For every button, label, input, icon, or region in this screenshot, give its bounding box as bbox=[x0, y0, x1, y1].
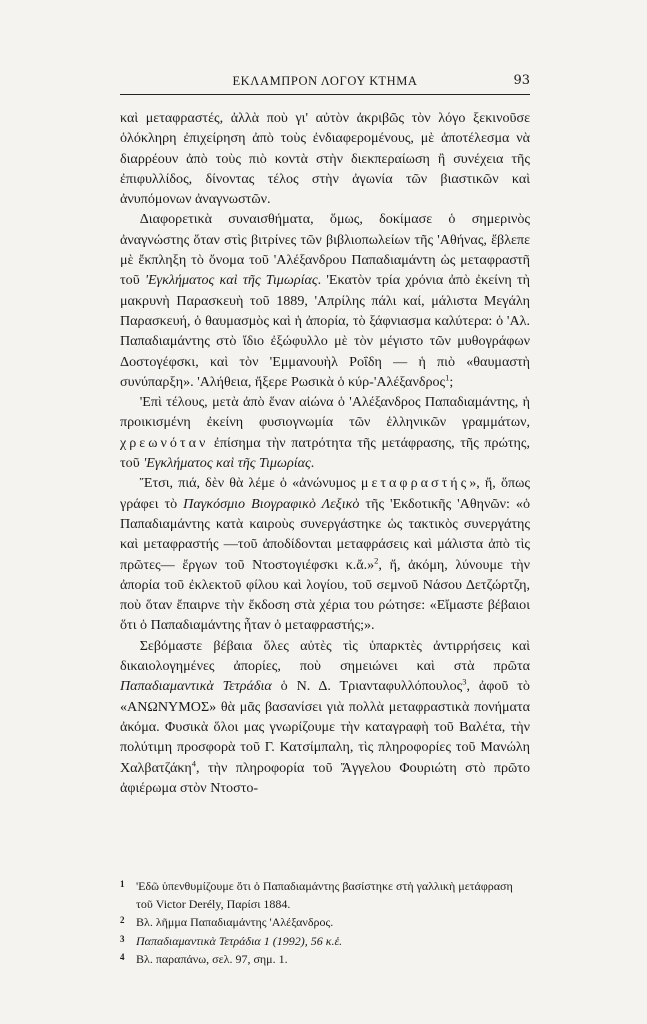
footnotes bbox=[120, 877, 530, 968]
text-run: Διαφορετικὰ συναισθήματα, ὅμως, δοκίμασε ὁ σημερινὸς ἀναγνώστης ὅταν στὶς βιτρίνες τῶν βιβλιοπωλείων τῆς 'Αθήνας, ἔβλεπε μὲ ἔκπληξη τὸ ὄνομα τοῦ 'Αλέξανδρου Παπαδιαμάντη ὡς μεταφραστῆ τοῦ bbox=[120, 211, 530, 289]
body-text bbox=[120, 108, 530, 798]
text-run: , τὴν πληροφορία τοῦ Ἄγγελου Φουριώτη στὸ πρῶτο ἀφιέρωμα στὸν Ντοστο- bbox=[120, 759, 530, 796]
text-run: τῆς 'Εκδοτικῆς 'Αθηνῶν: «ὁ Παπαδιαμάντης κατὰ καιροὺς συνεργάστηκε ὡς τακτικὸς συνεργάτης καὶ μεταφραστής —τοῦ ἀποδίδονται μεταφράσεις καὶ μάλιστα ἀπὸ τὶς πρῶτες— ἔργων τοῦ Ντοστογιέφσκι κ.ἄ.» bbox=[120, 495, 530, 573]
footnote-number: 4 bbox=[120, 951, 125, 962]
footnote-number: 1 bbox=[120, 879, 125, 889]
text-run: , ἀφοῦ τὸ «ΑΝΩΝΥΜΟΣ» θὰ μᾶς βασανίσει γιὰ πολλὰ μεταφραστικὰ πονήματα ἀκόμα. Φυσικὰ ὅλοι μας γνωρίζουμε τὴν καταγραφὴ τοῦ Βαλέτα, τὴν πολύτιμη προσφορὰ τοῦ Γ. Κατσίμπαλη, τὶς πληροφορίες τοῦ Μανώλη Χαλβατζάκη bbox=[120, 678, 530, 776]
footnote-ref: 3 bbox=[462, 676, 467, 687]
italic-title: Παγκόσμιο Βιογραφικὸ Λεξικὸ bbox=[183, 495, 360, 512]
footnote-text: Παπαδιαμαντικὰ Τετράδια 1 (1992), 56 κ.ἑ. bbox=[136, 933, 343, 948]
text-run: 'Επὶ τέλους, μετὰ ἀπὸ ἕναν αἰώνα ὁ 'Αλέξανδρος Παπαδιαμάντης, ἡ προικισμένη ἐκείνη φυσιογνωμία τῶν ἑλληνικῶν γραμμάτων, bbox=[120, 394, 530, 431]
footnote-ref: 2 bbox=[374, 554, 379, 565]
text-run: μεταφραστής bbox=[360, 475, 470, 492]
footnote-text: Βλ. παραπάνω, σελ. 97, σημ. 1. bbox=[136, 951, 288, 966]
italic-title: 'Εγκλήματος καὶ τῆς Τιμωρίας bbox=[143, 455, 311, 472]
footnote bbox=[120, 913, 530, 931]
paragraph bbox=[120, 209, 530, 392]
text-run: καὶ μεταφραστές, ἀλλὰ ποὺ γι' αὐτὸν ἀκριβῶς τὸν λόγο ξεκινοῦσε ὁλόκληρη ἐπιχείρηση ἀπὸ τοὺς ἐνδιαφερομένους, μὲ ἀποτέλεσμα νὰ διαρρέουν ἀπὸ τοὺς πιὸ κοντὰ στὴν διεκπεραίωση ἢ συνέχεια τῆς ἐπιφυλλίδος, δίνοντας τέλος στὴν ἀγωνία τῶν βιαστικῶν καὶ ἀνυπόμονων ἀναγνωστῶν. bbox=[120, 110, 530, 208]
footnote-ref: 4 bbox=[191, 757, 197, 768]
footnote bbox=[120, 877, 530, 913]
italic-title: 'Εγκλήματος καὶ τῆς Τιμωρίας bbox=[144, 272, 318, 289]
paragraph bbox=[120, 636, 530, 798]
footnote-text: 'Εδῶ ὑπενθυμίζουμε ὅτι ὁ Παπαδιαμάντης βασίστηκε στὴ γαλλικὴ μετάφραση τοῦ Victor Derély, Παρίσι 1884. bbox=[136, 879, 513, 912]
footnote bbox=[120, 950, 530, 968]
paragraph bbox=[120, 392, 530, 473]
footnote-number: 2 bbox=[120, 915, 125, 926]
paragraph bbox=[120, 473, 530, 635]
footnote-number: 3 bbox=[120, 933, 125, 944]
text-run: , ἤ, ἀκόμη, λύνουμε τὴν ἀπορία τοῦ ἐκλεκτοῦ φίλου καὶ λογίου, τοῦ σεμνοῦ Νάσου Δετζώρτζη, ποὺ ὅταν ἔπαιρνε τὴν ἔκδοση στὰ χέρια του ρώτησε: «Εἴμαστε βέβαιοι ὅτι ὁ Παπαδιαμάντης ἦταν ὁ μεταφραστής;». bbox=[120, 556, 530, 634]
italic-title: Παπαδιαμαντικὰ Τετράδια bbox=[120, 678, 272, 695]
text-run: χρεωνόταν bbox=[120, 434, 209, 451]
page-header bbox=[120, 74, 530, 94]
footnote bbox=[120, 932, 530, 950]
text-run: Σεβόμαστε βέβαια ὅλες αὐτὲς τὶς ὑπαρκτὲς ἀντιρρήσεις καὶ δικαιολογημένες ἀπορίες, ποὺ σημειώνει καὶ στὰ πρῶτα bbox=[120, 637, 530, 675]
text-run: Ἔτσι, πιά, δὲν θὰ λέμε ὁ «ἀνώνυμος bbox=[139, 475, 361, 492]
text-run: ὁ Ν. Δ. Τριανταφυλλόπουλος bbox=[271, 678, 463, 695]
text-run: ; bbox=[449, 373, 454, 390]
running-title: ΕΚΛΑΜΠΡΟΝ ΛΟΓΟΥ ΚΤΗΜΑ bbox=[232, 74, 418, 88]
paragraph bbox=[120, 108, 530, 209]
page-number: 93 bbox=[513, 73, 530, 88]
text-run: ἐπίσημα τὴν πατρότητα τῆς μετάφρασης, τῆς πρώτης, τοῦ bbox=[120, 434, 530, 472]
text-run: », ἤ, ὅπως γράφει τὸ bbox=[120, 475, 530, 512]
footnote-text: Βλ. λῆμμα Παπαδιαμάντης 'Αλέξανδρος. bbox=[136, 915, 334, 930]
text-run: . 'Εκατὸν τρία χρόνια ἀπὸ ἐκείνη τὴ μακρυνὴ Παρασκευὴ τοῦ 1889, 'Απρίλης πάλι καί, μάλιστα Μεγάλη Παρασκευή, ὁ θαυμασμὸς καὶ ἡ ἀπορία, τὸ ξάφνιασμα καλύτερα: ὁ 'Αλ. Παπαδιαμάντης στὸ ἴδιο ἐξώφυλλο μὲ τὸν μέγιστο τῶν μυθογράφων Δοστογέφσκι, καὶ τὸν 'Εμμανουὴλ Ροΐδη — ἡ πιὸ «θαυμαστὴ συνύπαρξη». 'Αλήθεια, ἤξερε Ρωσικὰ ὁ κύρ-'Αλέξανδρος bbox=[120, 272, 530, 390]
footnote-ref: 1 bbox=[445, 372, 450, 383]
header-rule bbox=[120, 94, 530, 95]
text-run: . bbox=[310, 455, 315, 472]
